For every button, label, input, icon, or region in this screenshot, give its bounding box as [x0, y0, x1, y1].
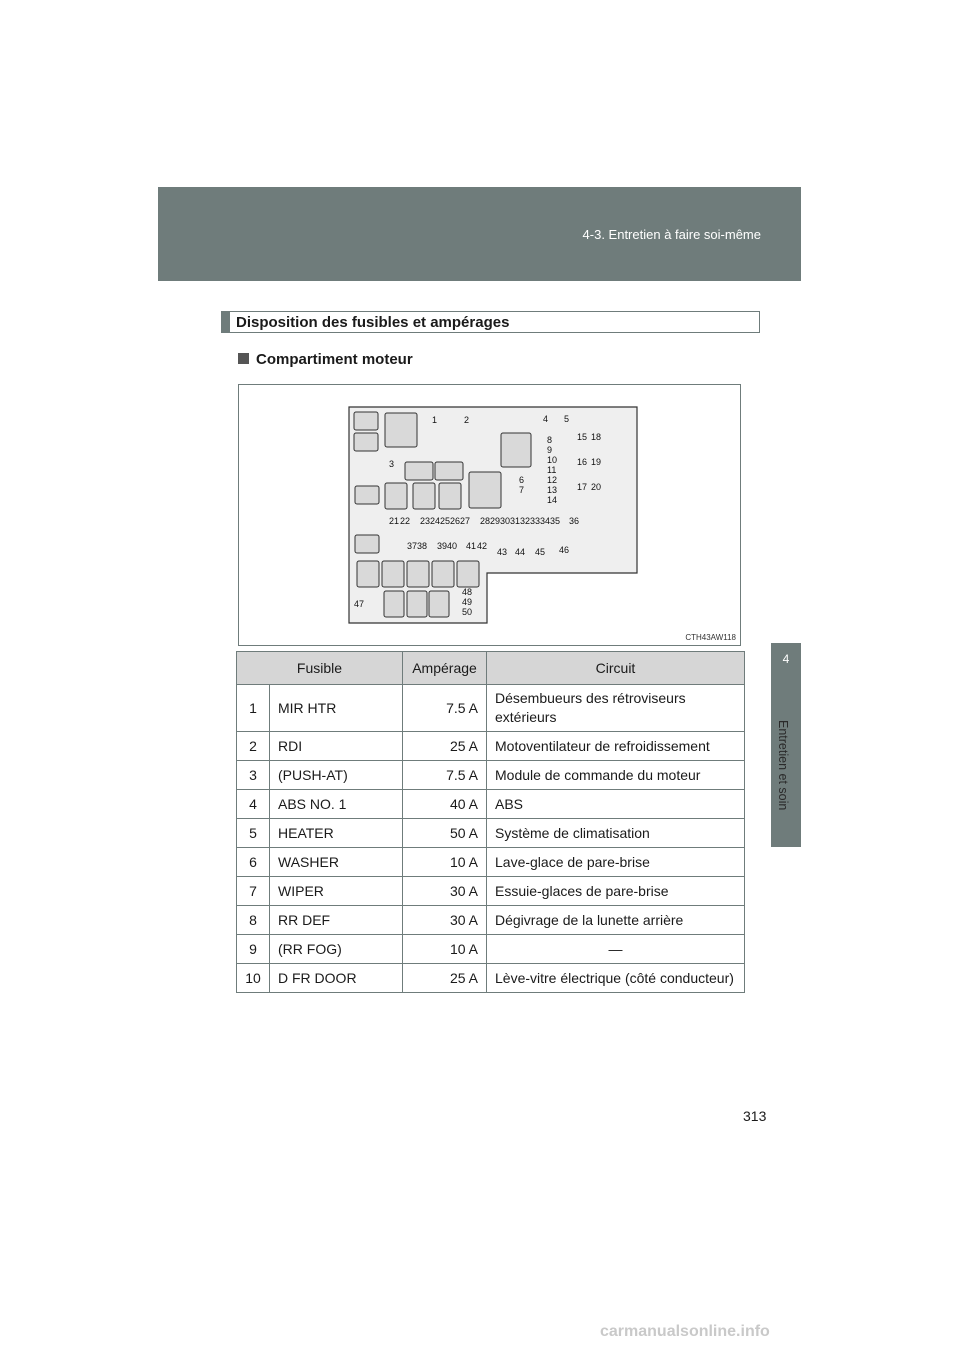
fuse-label: 8 [547, 435, 553, 445]
fuse-label: 40 [447, 541, 458, 551]
table-row [237, 790, 745, 819]
fuse-relay-slot [407, 561, 429, 587]
fuse-label: 15 [577, 432, 588, 442]
fuse-label: 14 [547, 495, 558, 505]
subsection-heading [238, 351, 413, 368]
fuse-relay-slot [357, 561, 379, 587]
fuse-circuit: Lève-vitre électrique (côté conducteur) [487, 964, 745, 993]
fuse-label: 47 [354, 599, 365, 609]
fuse-number: 5 [237, 819, 270, 848]
fuse-label: 22 [400, 516, 411, 526]
fuse-circuit: Désembueurs des rétroviseurs extérieurs [487, 685, 745, 732]
fuse-amperage: 7.5 A [403, 761, 487, 790]
fuse-label: 18 [591, 432, 602, 442]
fuse-label: 9 [547, 445, 553, 455]
watermark-logo: carmanualsonline.info [600, 1323, 770, 1340]
table-row [237, 877, 745, 906]
fuse-relay-slot [382, 561, 404, 587]
fuse-relay-slot [439, 483, 461, 509]
fuse-label: 42 [477, 541, 488, 551]
fuse-relay-slot [405, 462, 433, 480]
section-title: Disposition des fusibles et ampérages [236, 314, 510, 331]
fuse-number: 6 [237, 848, 270, 877]
fuse-relay-slot [429, 591, 449, 617]
fuse-relay-slot [384, 591, 404, 617]
fuse-name: D FR DOOR [270, 964, 403, 993]
fuse-circuit: Module de commande du moteur [487, 761, 745, 790]
table-row [237, 732, 745, 761]
table-row [237, 848, 745, 877]
fuse-label: 17 [577, 482, 588, 492]
fuse-relay-slot [413, 483, 435, 509]
diagram-code: CTH43AW118 [685, 633, 736, 642]
fuse-name: MIR HTR [270, 685, 403, 732]
fuse-label: 23 [420, 516, 431, 526]
section-heading [221, 311, 760, 333]
table-row [237, 935, 745, 964]
fuse-amperage: 25 A [403, 732, 487, 761]
fuse-box-drawing [239, 385, 740, 645]
fuse-circuit: Motoventilateur de refroidissement [487, 732, 745, 761]
subsection-title: Compartiment moteur [256, 351, 413, 368]
fuse-amperage: 30 A [403, 877, 487, 906]
fuse-label: 25 [440, 516, 451, 526]
fuse-relay-slot [385, 413, 417, 447]
fuse-label: 38 [417, 541, 428, 551]
fuse-label: 3 [389, 459, 395, 469]
header-band [158, 187, 801, 281]
fuse-label: 12 [547, 475, 558, 485]
fuse-relay-slot [457, 561, 479, 587]
fuse-label: 44 [515, 547, 526, 557]
fuse-circuit: ABS [487, 790, 745, 819]
fuse-label: 20 [591, 482, 602, 492]
header-fusible: Fusible [237, 652, 403, 685]
fuse-amperage: 40 A [403, 790, 487, 819]
fuse-number: 10 [237, 964, 270, 993]
fuse-name: ABS NO. 1 [270, 790, 403, 819]
fuse-label: 5 [564, 414, 570, 424]
fuse-relay-slot [501, 433, 531, 467]
fuse-name: WIPER [270, 877, 403, 906]
fuse-label: 13 [547, 485, 558, 495]
fuse-label: 35 [550, 516, 561, 526]
fuse-label: 2 [464, 415, 470, 425]
fuse-label: 32 [520, 516, 531, 526]
fuse-label: 46 [559, 545, 570, 555]
fuse-relay-slot [355, 535, 379, 553]
fuse-number: 4 [237, 790, 270, 819]
fuse-label: 33 [530, 516, 541, 526]
table-header-row [237, 652, 745, 685]
fuse-label: 28 [480, 516, 491, 526]
fuse-amperage: 10 A [403, 935, 487, 964]
fuse-number: 8 [237, 906, 270, 935]
fuse-label: 29 [490, 516, 501, 526]
fuse-label: 48 [462, 587, 473, 597]
chapter-number: 4 [782, 652, 790, 666]
table-row [237, 685, 745, 732]
header-amperage: Ampérage [403, 652, 487, 685]
fuse-number: 1 [237, 685, 270, 732]
fuse-relay-slot [355, 486, 379, 504]
fuse-amperage: 30 A [403, 906, 487, 935]
fuse-label: 36 [569, 516, 580, 526]
table-row [237, 964, 745, 993]
fuse-label: 30 [500, 516, 511, 526]
table-row [237, 906, 745, 935]
fuse-label: 6 [519, 475, 525, 485]
fuse-relay-slot [354, 412, 378, 430]
fuse-label: 19 [591, 457, 602, 467]
fuse-label: 43 [497, 547, 508, 557]
table-row [237, 819, 745, 848]
fuse-label: 24 [430, 516, 441, 526]
fuse-label: 7 [519, 485, 525, 495]
fuse-amperage: 25 A [403, 964, 487, 993]
fuse-label: 49 [462, 597, 473, 607]
fuse-amperage: 10 A [403, 848, 487, 877]
fuse-label: 21 [389, 516, 400, 526]
chapter-label: Entretien et soin [776, 720, 790, 811]
fuse-relay-slot [432, 561, 454, 587]
fuse-circuit: Dégivrage de la lunette arrière [487, 906, 745, 935]
fuse-relay-slot [435, 462, 463, 480]
fuse-label: 27 [460, 516, 471, 526]
fuse-box-diagram [238, 384, 741, 646]
fuse-circuit: Lave-glace de pare-brise [487, 848, 745, 877]
fuse-label: 34 [540, 516, 551, 526]
fuse-name: RDI [270, 732, 403, 761]
fuse-number: 2 [237, 732, 270, 761]
fuse-label: 41 [466, 541, 477, 551]
fuse-name: WASHER [270, 848, 403, 877]
square-bullet-icon [238, 353, 249, 364]
fuse-label: 16 [577, 457, 588, 467]
section-heading-bar [222, 312, 230, 332]
fuse-relay-slot [385, 483, 407, 509]
fuse-number: 3 [237, 761, 270, 790]
fuse-label: 37 [407, 541, 418, 551]
table-row [237, 761, 745, 790]
fuse-relay-slot [407, 591, 427, 617]
fuse-name: HEATER [270, 819, 403, 848]
fuse-relay-slot [469, 472, 501, 508]
fuse-label: 45 [535, 547, 546, 557]
fuse-circuit: Essuie-glaces de pare-brise [487, 877, 745, 906]
fuse-circuit: Système de climatisation [487, 819, 745, 848]
fuse-label: 1 [432, 415, 438, 425]
header-circuit: Circuit [487, 652, 745, 685]
fuse-label: 39 [437, 541, 448, 551]
fuse-amperage: 50 A [403, 819, 487, 848]
fuse-label: 11 [547, 465, 557, 475]
fuse-label: 26 [450, 516, 461, 526]
fuse-circuit: — [487, 935, 745, 964]
page-number: 313 [743, 1108, 767, 1124]
fuse-number: 7 [237, 877, 270, 906]
fuse-name: RR DEF [270, 906, 403, 935]
breadcrumb: 4-3. Entretien à faire soi-même [582, 227, 761, 242]
fuse-table [236, 651, 745, 993]
fuse-name: (RR FOG) [270, 935, 403, 964]
fuse-name: (PUSH-AT) [270, 761, 403, 790]
fuse-label: 10 [547, 455, 558, 465]
fuse-relay-slot [354, 433, 378, 451]
fuse-label: 50 [462, 607, 473, 617]
fuse-label: 4 [543, 414, 549, 424]
fuse-amperage: 7.5 A [403, 685, 487, 732]
fuse-label: 31 [510, 516, 521, 526]
fuse-number: 9 [237, 935, 270, 964]
